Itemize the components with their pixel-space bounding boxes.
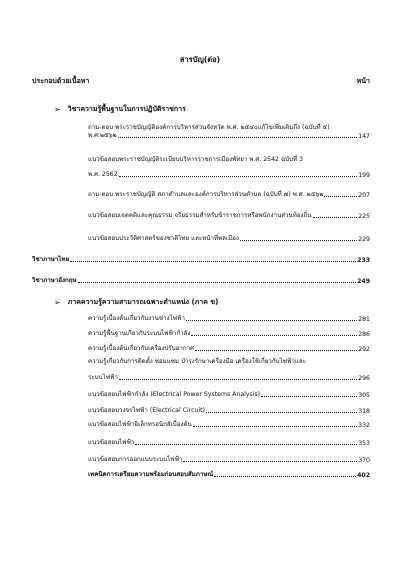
toc-entry[interactable] [88,328,370,338]
toc-header [32,76,370,87]
toc-entry-line: ความรู้เกี่ยวกับการติดตั้ง ซ่อมแซม บำรุงรักษาเครื่องมือ เครื่องใช้เกี่ยวกับไฟฟ้าและ [88,358,307,365]
toc-entry-page: 199 [358,172,370,179]
dot-leader [119,175,358,177]
dot-leader [191,334,357,336]
dot-leader [195,349,357,351]
dot-leader [206,411,357,413]
toc-entry[interactable] [88,210,370,220]
toc-entry-page: 229 [358,236,370,243]
toc-entry-title: ความรู้เบื้องต้นเกี่ยวกับงานช่างไฟฟ้า [88,315,185,322]
toc-entry-title: แนวข้อสอบไฟฟ้า [88,439,135,446]
page-title: สารบัญ(ต่อ) [179,55,221,64]
toc-entry-title: ถาม-ตอบ พระราชบัญญัติ สภาตำบลและองค์การบริหารส่วนตำบล (ฉบับที่ ๗) พ.ศ. ๒๕๖๒ [88,191,324,198]
toc-entry-title: เทคนิคการเตรียมความพร้อมก่อนสอบสัมภาษณ์ [88,471,214,478]
toc-entry-title: วิชาภาษาอังกฤษ [32,277,77,284]
page-column-label: หน้า [356,77,370,85]
dot-leader [119,378,357,380]
dot-leader [261,395,357,397]
toc-entry-page: 292 [358,346,370,353]
toc-entry-page: 370 [358,457,370,464]
dot-leader [70,260,356,262]
toc-subject-thai[interactable] [32,254,370,264]
toc-entry-page: 353 [358,440,370,447]
toc-entry-page: 233 [357,257,370,264]
toc-entry[interactable] [88,233,370,243]
toc-entry[interactable] [88,437,370,447]
toc-subject-english[interactable] [32,275,370,285]
toc-entry-page: 207 [358,192,370,199]
toc-entry-title: แนวข้อสอบการออกแบบระบบไฟฟ้า [88,456,183,463]
section-heading-text: ภาคความรู้ความสามารถเฉพาะตำแหน่ง (ภาค ข) [67,298,219,306]
dot-leader [118,136,357,138]
toc-entry-page: 249 [357,278,370,285]
toc-entry-title: แนวข้อสอบเจตคติและคุณธรรม จริยธรรมสำหรับข้าราชการหรือพนักงานส่วนท้องถิ่น [88,212,312,219]
toc-entry-title: แนวข้อสอบวงจรไฟฟ้า (Electrical Circuit) [88,407,205,414]
toc-entry-page: 147 [358,133,370,140]
toc-entry[interactable] [88,372,370,382]
toc-entry-page: 318 [358,408,370,415]
arrow-bullet-icon: ➢ [54,105,61,114]
toc-entry-page: 286 [358,331,370,338]
toc-entry-title: แนวข้อสอบไฟฟ้ากำลัง (Electrical Power Systems Analysis) [88,391,261,398]
toc-entry[interactable] [88,130,370,140]
toc-entry-page: 402 [357,472,370,479]
toc-entry-line: ถาม-ตอบ พระราชบัญญัติองค์การบริหารส่วนจังหวัด พ.ศ. ๒๕๔๐แก้ไขเพิ่มเติมถึง (ฉบับที่ ๕) [88,124,330,131]
toc-entry[interactable] [88,454,370,464]
section-heading-text: วิชาความรู้พื้นฐานในการปฏิบัติราชการ [67,105,186,113]
toc-entry[interactable] [88,419,370,429]
dot-leader [240,239,357,241]
toc-entry[interactable] [88,189,370,199]
toc-entry[interactable] [88,389,370,399]
toc-entry-title: แนวข้อสอบประวัติศาสตร์ของชาติไทย และหน้าที่พลเมือง [88,235,239,242]
section-heading-basic-knowledge [54,104,370,115]
toc-entry-page: 332 [358,422,370,429]
toc-entry[interactable] [88,169,370,179]
section-heading-position-knowledge [54,297,370,308]
toc-entry-title: พ.ศ. 2562 [88,171,118,178]
toc-entry-title: วิชาภาษาไทย [32,256,70,263]
toc-entry-page: 281 [358,316,370,323]
toc-entry-title: แนวข้อสอบไฟฟ้าอิเล็กทรอนิกส์เบื้องต้น [88,421,192,428]
toc-entry-title: ความรู้เบื้องต้นเกี่ยวกับเครื่องปรับอากาศ [88,345,194,352]
dot-leader [135,443,357,445]
dot-leader [183,460,357,462]
toc-entry-title: พ.ศ.๒๕๖๒ [88,132,117,139]
dot-leader [78,281,357,283]
toc-entry[interactable] [88,313,370,323]
toc-entry[interactable] [88,405,370,415]
toc-entry-page: 225 [358,213,370,220]
toc-entry-interview-technique[interactable] [88,469,370,479]
toc-entry-title: ระบบไฟฟ้า [88,374,118,381]
dot-leader [193,425,358,427]
dot-leader [214,475,356,477]
toc-entry-line: แนวข้อสอบพระราชบัญญัติระเบียบบริหารราชการเมืองพัทยา พ.ศ. 2542 ฉบับที่ 3 [88,156,304,163]
toc-entry-page: 296 [358,375,370,382]
dot-leader [313,216,358,218]
arrow-bullet-icon: ➢ [54,298,61,307]
toc-entry-title: ความรู้พื้นฐานเกี่ยวกับระบบไฟฟ้ากำลัง [88,330,191,337]
toc-entry-page: 305 [358,392,370,399]
dot-leader [324,195,357,197]
content-column-label: ประกอบด้วยเนื้อหา [32,77,90,85]
toc-entry[interactable] [88,343,370,353]
dot-leader [186,319,357,321]
